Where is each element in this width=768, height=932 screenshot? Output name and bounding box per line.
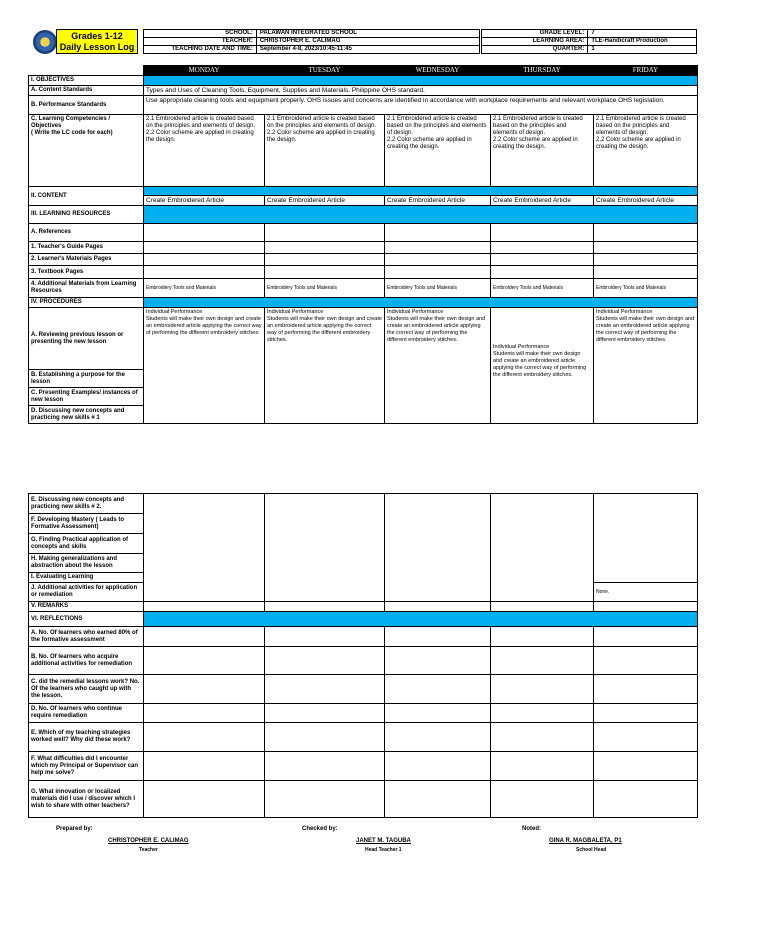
procedure-e-label: E. Discussing new concepts and practicing new skills # 2. <box>29 494 144 514</box>
cell <box>144 494 265 602</box>
procedure-i-label: I. Evaluating Learning <box>29 573 144 583</box>
title-line2: Daily Lesson Log <box>59 41 135 52</box>
area-label: LEARNING AREA: <box>482 38 588 46</box>
cell <box>265 602 385 612</box>
cell <box>594 627 698 647</box>
content-tuesday: Create Embroidered Article <box>265 196 385 206</box>
cell <box>594 752 698 781</box>
cell <box>385 254 491 266</box>
reflection-f-label: F. What difficulties did I encounter which my Principal or Supervisor can help me solve? <box>29 752 144 781</box>
procedure-wednesday: Individual Performance Students will make their own design and create an embroidered article applying the correct way of performing the different embroidery stitches. <box>385 308 491 424</box>
quarter-value: 1 <box>588 46 697 54</box>
grade-label: GRADE LEVEL: <box>482 30 588 38</box>
cell <box>385 224 491 242</box>
cell <box>144 242 265 254</box>
school-value: PALAWAN INTEGRATED SCHOOL <box>256 30 479 38</box>
cell <box>265 675 385 704</box>
day-header-monday: MONDAY <box>144 66 265 76</box>
cell <box>265 647 385 675</box>
procedure-g-label: G. Finding Practical application of concepts and skills <box>29 534 144 554</box>
cell <box>265 752 385 781</box>
cell <box>385 723 491 752</box>
competency-tuesday: 2.1 Embroidered article is created based on the principles and elements of design. 2.2 Color scheme are applied in creating the design. <box>265 115 385 187</box>
cell <box>144 647 265 675</box>
procedure-b-label: B. Establishing a purpose for the lesson <box>29 370 144 388</box>
content-standards-label: A. Content Standards <box>29 86 144 96</box>
learners-materials-label: 2. Learner's Materials Pages <box>29 254 144 266</box>
cell <box>491 627 594 647</box>
title-line1: Grades 1-12 <box>71 30 123 41</box>
procedure-friday: Individual Performance Students will make their own design and create an embroidered article applying the correct way of performing the different embroidery stitches. <box>594 308 698 424</box>
content-thursday: Create Embroidered Article <box>491 196 594 206</box>
cell <box>491 723 594 752</box>
deped-seal-icon <box>33 30 57 54</box>
procedure-j-label: J. Additional activities for application or remediation <box>29 583 144 602</box>
cell <box>491 602 594 612</box>
procedure-thursday: Individual Performance Students will make their own design and create an embroidered article applying the correct way of performing the different embroidery stitches. <box>491 308 594 424</box>
quarter-label: QUARTER: <box>482 46 588 54</box>
cell <box>385 752 491 781</box>
reflection-d-label: D. No. Of learners who continue require remediation <box>29 704 144 723</box>
competencies-label <box>29 115 144 187</box>
area-value: TLE-Handicraft Production <box>588 38 697 46</box>
reflection-b-label: B. No. Of learners who acquire additional activities for remediation <box>29 647 144 675</box>
lesson-log-table-page2 <box>28 493 698 818</box>
cell <box>265 224 385 242</box>
remarks-label: V. REMARKS <box>29 602 144 612</box>
cell <box>144 781 265 818</box>
reflection-e-label: E. Which of my teaching strategies worked well? Why did these work? <box>29 723 144 752</box>
cell <box>144 266 265 279</box>
procedures-band <box>144 298 698 308</box>
teachers-guide-label: 1. Teacher's Guide Pages <box>29 242 144 254</box>
cell <box>491 647 594 675</box>
checked-by-role: Head Teacher 1 <box>365 847 402 853</box>
procedure-monday: Individual Performance Students will make their own design and create an embroidered article applying the correct way of performing the different embroidery stitches. <box>144 308 265 424</box>
content-monday: Create Embroidered Article <box>144 196 265 206</box>
reflection-a-label: A. No. Of learners who earned 80% of the formative assessment <box>29 627 144 647</box>
cell <box>144 675 265 704</box>
procedure-h-label: H. Making generalizations and abstraction about the lesson <box>29 554 144 573</box>
cell <box>144 602 265 612</box>
competency-wednesday: 2.1 Embroidered article is created based on the principles and elements of design. 2.2 Color scheme are applied in creating the design. <box>385 115 491 187</box>
noted-by-name: GINA R. MAGBALETA, P1 <box>549 838 622 844</box>
objectives-label: I. OBJECTIVES <box>29 76 144 86</box>
procedure-d-label: D. Discussing new concepts and practicing new skills # 1 <box>29 406 144 424</box>
lesson-log-table-page1 <box>28 65 698 424</box>
materials-thursday: Embroidery Tools and Materials <box>491 279 594 298</box>
cell <box>385 602 491 612</box>
cell <box>265 242 385 254</box>
reflections-band <box>144 612 698 627</box>
teacher-label: TEACHER: <box>144 38 257 46</box>
cell <box>385 494 491 602</box>
performance-standards-value: Use appropriate cleaning tools and equipment properly. OHS issues and concerns are identified in accordance with workplace requirements and relevant workplace OHS legislation. <box>144 96 698 115</box>
procedure-tuesday: Individual Performance Students will make their own design and create an embroidered article applying the correct way of performing the different embroidery stitches. <box>265 308 385 424</box>
cell <box>265 781 385 818</box>
resources-label: III. LEARNING RESOURCES <box>29 206 144 224</box>
cell <box>385 781 491 818</box>
objectives-band <box>144 76 698 86</box>
content-band <box>144 187 698 196</box>
day-header-thursday: THURSDAY <box>491 66 594 76</box>
reflections-label: VI. REFLECTIONS <box>29 612 144 627</box>
procedure-c-label: C. Presenting Examples/ instances of new lesson <box>29 388 144 406</box>
materials-monday: Embroidery Tools and Materials <box>144 279 265 298</box>
day-header-friday: FRIDAY <box>594 66 698 76</box>
school-label: SCHOOL: <box>144 30 257 38</box>
cell <box>491 704 594 723</box>
date-label: TEACHING DATE AND TIME: <box>144 46 257 54</box>
reflection-g-label: G. What innovation or localized materials did I use / discover which I wish to share with other teachers? <box>29 781 144 818</box>
content-standards-value: Types and Uses of Cleaning Tools, Equipment, Supplies and Materials. Philippine OHS standard. <box>144 86 698 96</box>
content-wednesday: Create Embroidered Article <box>385 196 491 206</box>
cell <box>385 242 491 254</box>
prepared-by-name: CHRISTOPHER E. CALIMAG <box>108 838 189 844</box>
materials-wednesday: Embroidery Tools and Materials <box>385 279 491 298</box>
prepared-by-role: Teacher <box>139 847 158 853</box>
competencies-label-line2: ( Write the LC code for each) <box>31 130 113 136</box>
cell <box>144 627 265 647</box>
content-friday: Create Embroidered Article <box>594 196 698 206</box>
cell <box>491 254 594 266</box>
cell <box>594 723 698 752</box>
competency-friday: 2.1 Embroidered article is created based on the principles and elements of design. 2.2 Color scheme are applied in creating the design. <box>594 115 698 187</box>
cell <box>385 647 491 675</box>
cell <box>144 224 265 242</box>
cell <box>491 224 594 242</box>
additional-materials-label: 4. Additional Materials from Learning Resources <box>29 279 144 298</box>
day-header-wednesday: WEDNESDAY <box>385 66 491 76</box>
materials-tuesday: Embroidery Tools and Materials <box>265 279 385 298</box>
cell <box>594 242 698 254</box>
prepared-by-label: Prepared by: <box>56 826 93 832</box>
cell <box>491 675 594 704</box>
school-info-table <box>143 29 480 54</box>
cell <box>385 704 491 723</box>
cell <box>144 752 265 781</box>
performance-standards-label: B. Performance Standards <box>29 96 144 115</box>
cell <box>385 627 491 647</box>
cell <box>265 266 385 279</box>
resources-band <box>144 206 698 224</box>
cell <box>594 781 698 818</box>
class-info-table <box>481 29 697 54</box>
cell <box>265 254 385 266</box>
cell <box>385 266 491 279</box>
checked-by-label: Checked by: <box>302 826 338 832</box>
cell <box>594 704 698 723</box>
competencies-label-line1: C. Learning Competencies / Objectives <box>31 116 111 129</box>
cell <box>491 494 594 602</box>
cell <box>144 723 265 752</box>
procedure-j-friday: None. <box>594 583 698 602</box>
noted-by-role: School Head <box>576 847 607 853</box>
cell <box>594 266 698 279</box>
corner-blank <box>29 66 144 76</box>
procedure-f-label: F. Developing Mastery ( Leads to Formative Assessment) <box>29 514 144 534</box>
cell <box>594 675 698 704</box>
cell <box>594 602 698 612</box>
day-header-tuesday: TUESDAY <box>265 66 385 76</box>
cell <box>265 723 385 752</box>
grade-value: 7 <box>588 30 697 38</box>
materials-friday: Embroidery Tools and Materials <box>594 279 698 298</box>
cell <box>385 675 491 704</box>
cell <box>594 224 698 242</box>
date-value: September 4-8, 2023/10:45-11:45 <box>256 46 479 54</box>
checked-by-name: JANET M. TAGUBA <box>356 838 411 844</box>
cell <box>491 781 594 818</box>
reflection-c-label: C. did the remedial lessons work? No. Of the learners who caught up with the lesson. <box>29 675 144 704</box>
textbook-label: 3. Textbook Pages <box>29 266 144 279</box>
cell <box>491 242 594 254</box>
references-label: A. References <box>29 224 144 242</box>
cell <box>265 627 385 647</box>
noted-by-label: Noted: <box>522 826 541 832</box>
competency-thursday: 2.1 Embroidered article is created based on the principles and elements of design. 2.2 Color scheme are applied in creating the design. <box>491 115 594 187</box>
cell <box>491 266 594 279</box>
title-box <box>56 29 138 54</box>
cell <box>144 704 265 723</box>
cell <box>491 752 594 781</box>
procedures-label: IV. PROCEDURES <box>29 298 144 308</box>
teacher-value: CHRISTOPHER E. CALIMAG <box>256 38 479 46</box>
cell <box>594 254 698 266</box>
cell <box>265 704 385 723</box>
cell <box>144 254 265 266</box>
procedure-a-label: A. Reviewing previous lesson or presenting the new lesson <box>29 308 144 370</box>
cell <box>594 494 698 583</box>
cell <box>265 494 385 602</box>
cell <box>594 647 698 675</box>
competency-monday: 2.1 Embroidered article is created based on the principles and elements of design. 2.2 Color scheme are applied in creating the design. <box>144 115 265 187</box>
content-label: II. CONTENT <box>29 187 144 206</box>
